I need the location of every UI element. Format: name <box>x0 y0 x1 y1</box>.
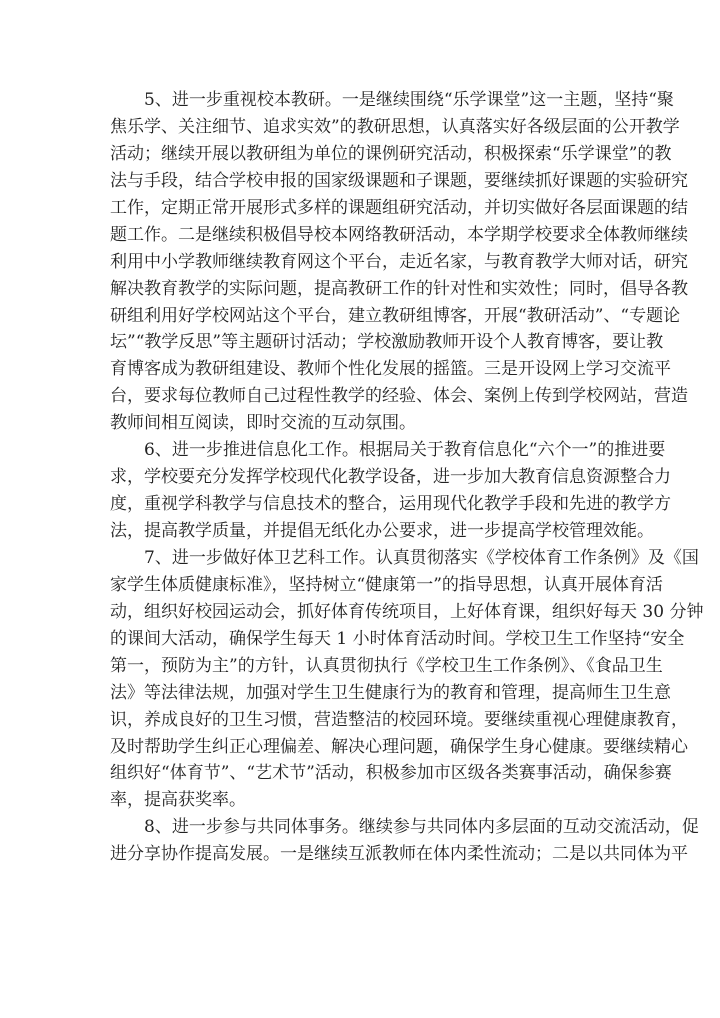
text-line: 育博客成为教研组建设、教师个性化发展的摇篮。三是开设网上学习交流平 <box>110 359 671 380</box>
text-line: 焦乐学、关注细节、追求实效”的教研思想，认真落实好各级层面的公开教学 <box>110 116 680 137</box>
paragraph <box>110 87 688 437</box>
paragraph <box>110 437 671 545</box>
text-line: 台，要求每位教师自己过程性教学的经验、体会、案例上传到学校网站，营造 <box>110 386 688 407</box>
text-line: 活动；继续开展以教研组为单位的课例研究活动，积极探索“乐学课堂”的教 <box>110 143 672 164</box>
text-line: 及时帮助学生纠正心理偏差、解决心理问题，确保学生身心健康。要继续精心 <box>110 736 688 757</box>
text-line: 5、进一步重视校本教研。一是继续围绕“乐学课堂”这一主题，坚持“聚 <box>144 90 674 110</box>
text-line: 家学生体质健康标准》，坚持树立“健康第一”的指导思想，认真开展体育活 <box>110 574 663 595</box>
text-line: 求，学校要充分发挥学校现代化教学设备，进一步加大教育信息资源整合力 <box>110 467 671 488</box>
text-line: 利用中小学教师继续教育网这个平台，走近名家，与教育教学大师对话，研究 <box>110 251 688 272</box>
text-line: 法》等法律法规，加强对学生卫生健康行为的教育和管理，提高师生卫生意 <box>110 682 671 703</box>
document-page <box>110 87 704 868</box>
text-line: 工作，定期正常开展形式多样的课题组研究活动，并切实做好各层面课题的结 <box>110 197 688 218</box>
text-line: 的课间大活动，确保学生每天 1 小时体育活动时间。学校卫生工作坚持“安全 <box>110 628 685 649</box>
paragraph <box>110 814 699 868</box>
text-line: 坛”“教学反思”等主题研讨活动；学校激励教师开设个人教育博客，要让教 <box>110 332 664 353</box>
text-line: 率，提高获奖率。 <box>110 790 246 811</box>
text-line: 法，提高教学质量，并提倡无纸化办公要求，进一步提高学校管理效能。 <box>110 521 654 541</box>
text-line: 解决教育教学的实际问题，提高教研工作的针对性和实效性；同时，倡导各教 <box>110 278 688 299</box>
text-line: 第一，预防为主”的方针，认真贯彻执行《学校卫生工作条例》、《食品卫生 <box>110 655 663 676</box>
text-line: 进分享协作提高发展。一是继续互派教师在体内柔性流动；二是以共同体为平 <box>110 844 688 865</box>
text-line: 动，组织好校园运动会，抓好体育传统项目，上好体育课，组织好每天 30 分钟 <box>110 601 704 622</box>
text-line: 教师间相互阅读，即时交流的互动氛围。 <box>110 413 416 434</box>
text-line: 7、进一步做好体卫艺科工作。认真贯彻落实《学校体育工作条例》及《国 <box>144 547 699 568</box>
text-line: 组织好“体育节”、“艺术节”活动，积极参加市区级各类赛事活动，确保参赛 <box>110 763 672 784</box>
text-line: 8、进一步参与共同体事务。继续参与共同体内多层面的互动交流活动，促 <box>144 817 699 838</box>
paragraph <box>110 545 704 814</box>
text-line: 题工作。二是继续积极倡导校本网络教研活动，本学期学校要求全体教师继续 <box>110 224 688 245</box>
text-line: 法与手段，结合学校申报的国家级课题和子课题，要继续抓好课题的实验研究 <box>110 170 688 191</box>
text-line: 度，重视学科教学与信息技术的整合，运用现代化教学手段和先进的教学方 <box>110 494 671 515</box>
text-line: 研组利用好学校网站这个平台，建立教研组博客，开展“教研活动”、“专题论 <box>110 305 681 326</box>
text-line: 6、进一步推进信息化工作。根据局关于教育信息化“六个一”的推进要 <box>144 440 666 461</box>
text-line: 识，养成良好的卫生习惯，营造整洁的校园环境。要继续重视心理健康教育， <box>110 709 688 730</box>
